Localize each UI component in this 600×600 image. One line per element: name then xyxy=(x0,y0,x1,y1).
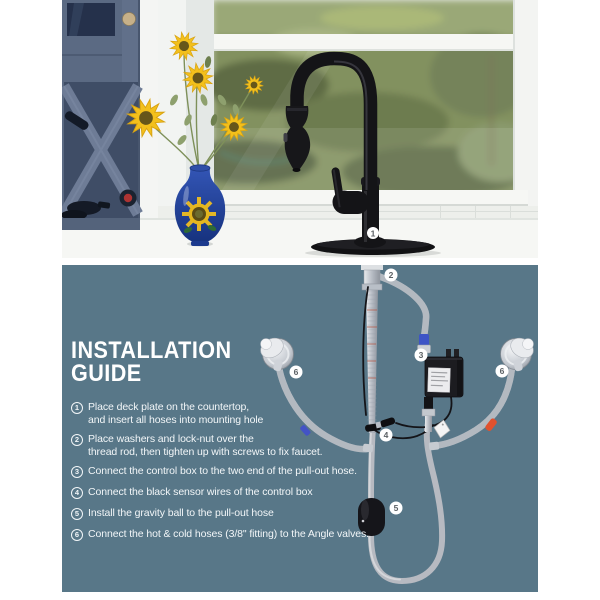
wine-bottle-red-seal xyxy=(124,194,132,202)
marker-3-control-box xyxy=(415,349,428,362)
guide-title-line1: INSTALLATION xyxy=(71,337,232,364)
step-1-number: 1 xyxy=(71,402,83,414)
kitchen-photo xyxy=(62,0,538,258)
step-3 xyxy=(71,465,439,478)
svg-text:4: 4 xyxy=(383,430,389,440)
step-6-text: Connect the hot & cold hoses (3/8" fitting) to the Angle valves. xyxy=(88,528,369,540)
svg-text:3: 3 xyxy=(418,350,424,360)
window-view-greenery xyxy=(177,0,538,206)
step-6-number: 6 xyxy=(71,529,83,541)
step-5-text: Install the gravity ball to the pull-out hose xyxy=(88,507,274,519)
control-box-label xyxy=(428,368,451,393)
step-3-number: 3 xyxy=(71,466,83,478)
step-6 xyxy=(71,528,439,541)
guide-title-line2: GUIDE xyxy=(71,360,142,387)
step-5 xyxy=(71,507,439,520)
window-frame-right xyxy=(514,0,538,212)
svg-text:2: 2 xyxy=(388,270,394,280)
marker-6-right-valve xyxy=(496,365,509,378)
hose-shank-to-box xyxy=(378,276,426,336)
step-5-number: 5 xyxy=(71,508,83,520)
kitchen-photo-art xyxy=(62,0,538,258)
svg-text:1: 1 xyxy=(370,228,376,239)
step-4-text: Connect the black sensor wires of the control box xyxy=(88,486,313,498)
step-4 xyxy=(71,486,439,499)
guide-title xyxy=(71,339,232,385)
svg-text:6: 6 xyxy=(293,367,299,377)
marker-2-mounting-shank xyxy=(385,269,398,282)
step-1 xyxy=(71,401,439,427)
marker-6-left-valve xyxy=(290,366,303,379)
svg-text:5: 5 xyxy=(393,503,399,513)
step-1-text: Place deck plate on the countertop, and insert all hoses into mounting hole xyxy=(88,401,264,426)
cabinet-knob xyxy=(123,13,136,26)
step-2 xyxy=(71,433,439,459)
step-4-number: 4 xyxy=(71,487,83,499)
step-2-text: Place washers and lock-nut over the thread rod, then tighten up with screws to fix faucet. xyxy=(88,433,323,458)
angle-valve-left xyxy=(257,334,293,372)
step-2-number: 2 xyxy=(71,434,83,446)
window-sash-bar xyxy=(208,34,528,51)
marker-1-faucet xyxy=(367,227,379,239)
svg-text:6: 6 xyxy=(499,366,505,376)
connector-blue xyxy=(419,334,429,346)
guide-panel xyxy=(62,265,538,592)
step-3-text: Connect the control box to the two end of the pull-out hose. xyxy=(88,465,357,477)
spray-head-button xyxy=(284,133,288,142)
installation-steps xyxy=(71,401,439,549)
